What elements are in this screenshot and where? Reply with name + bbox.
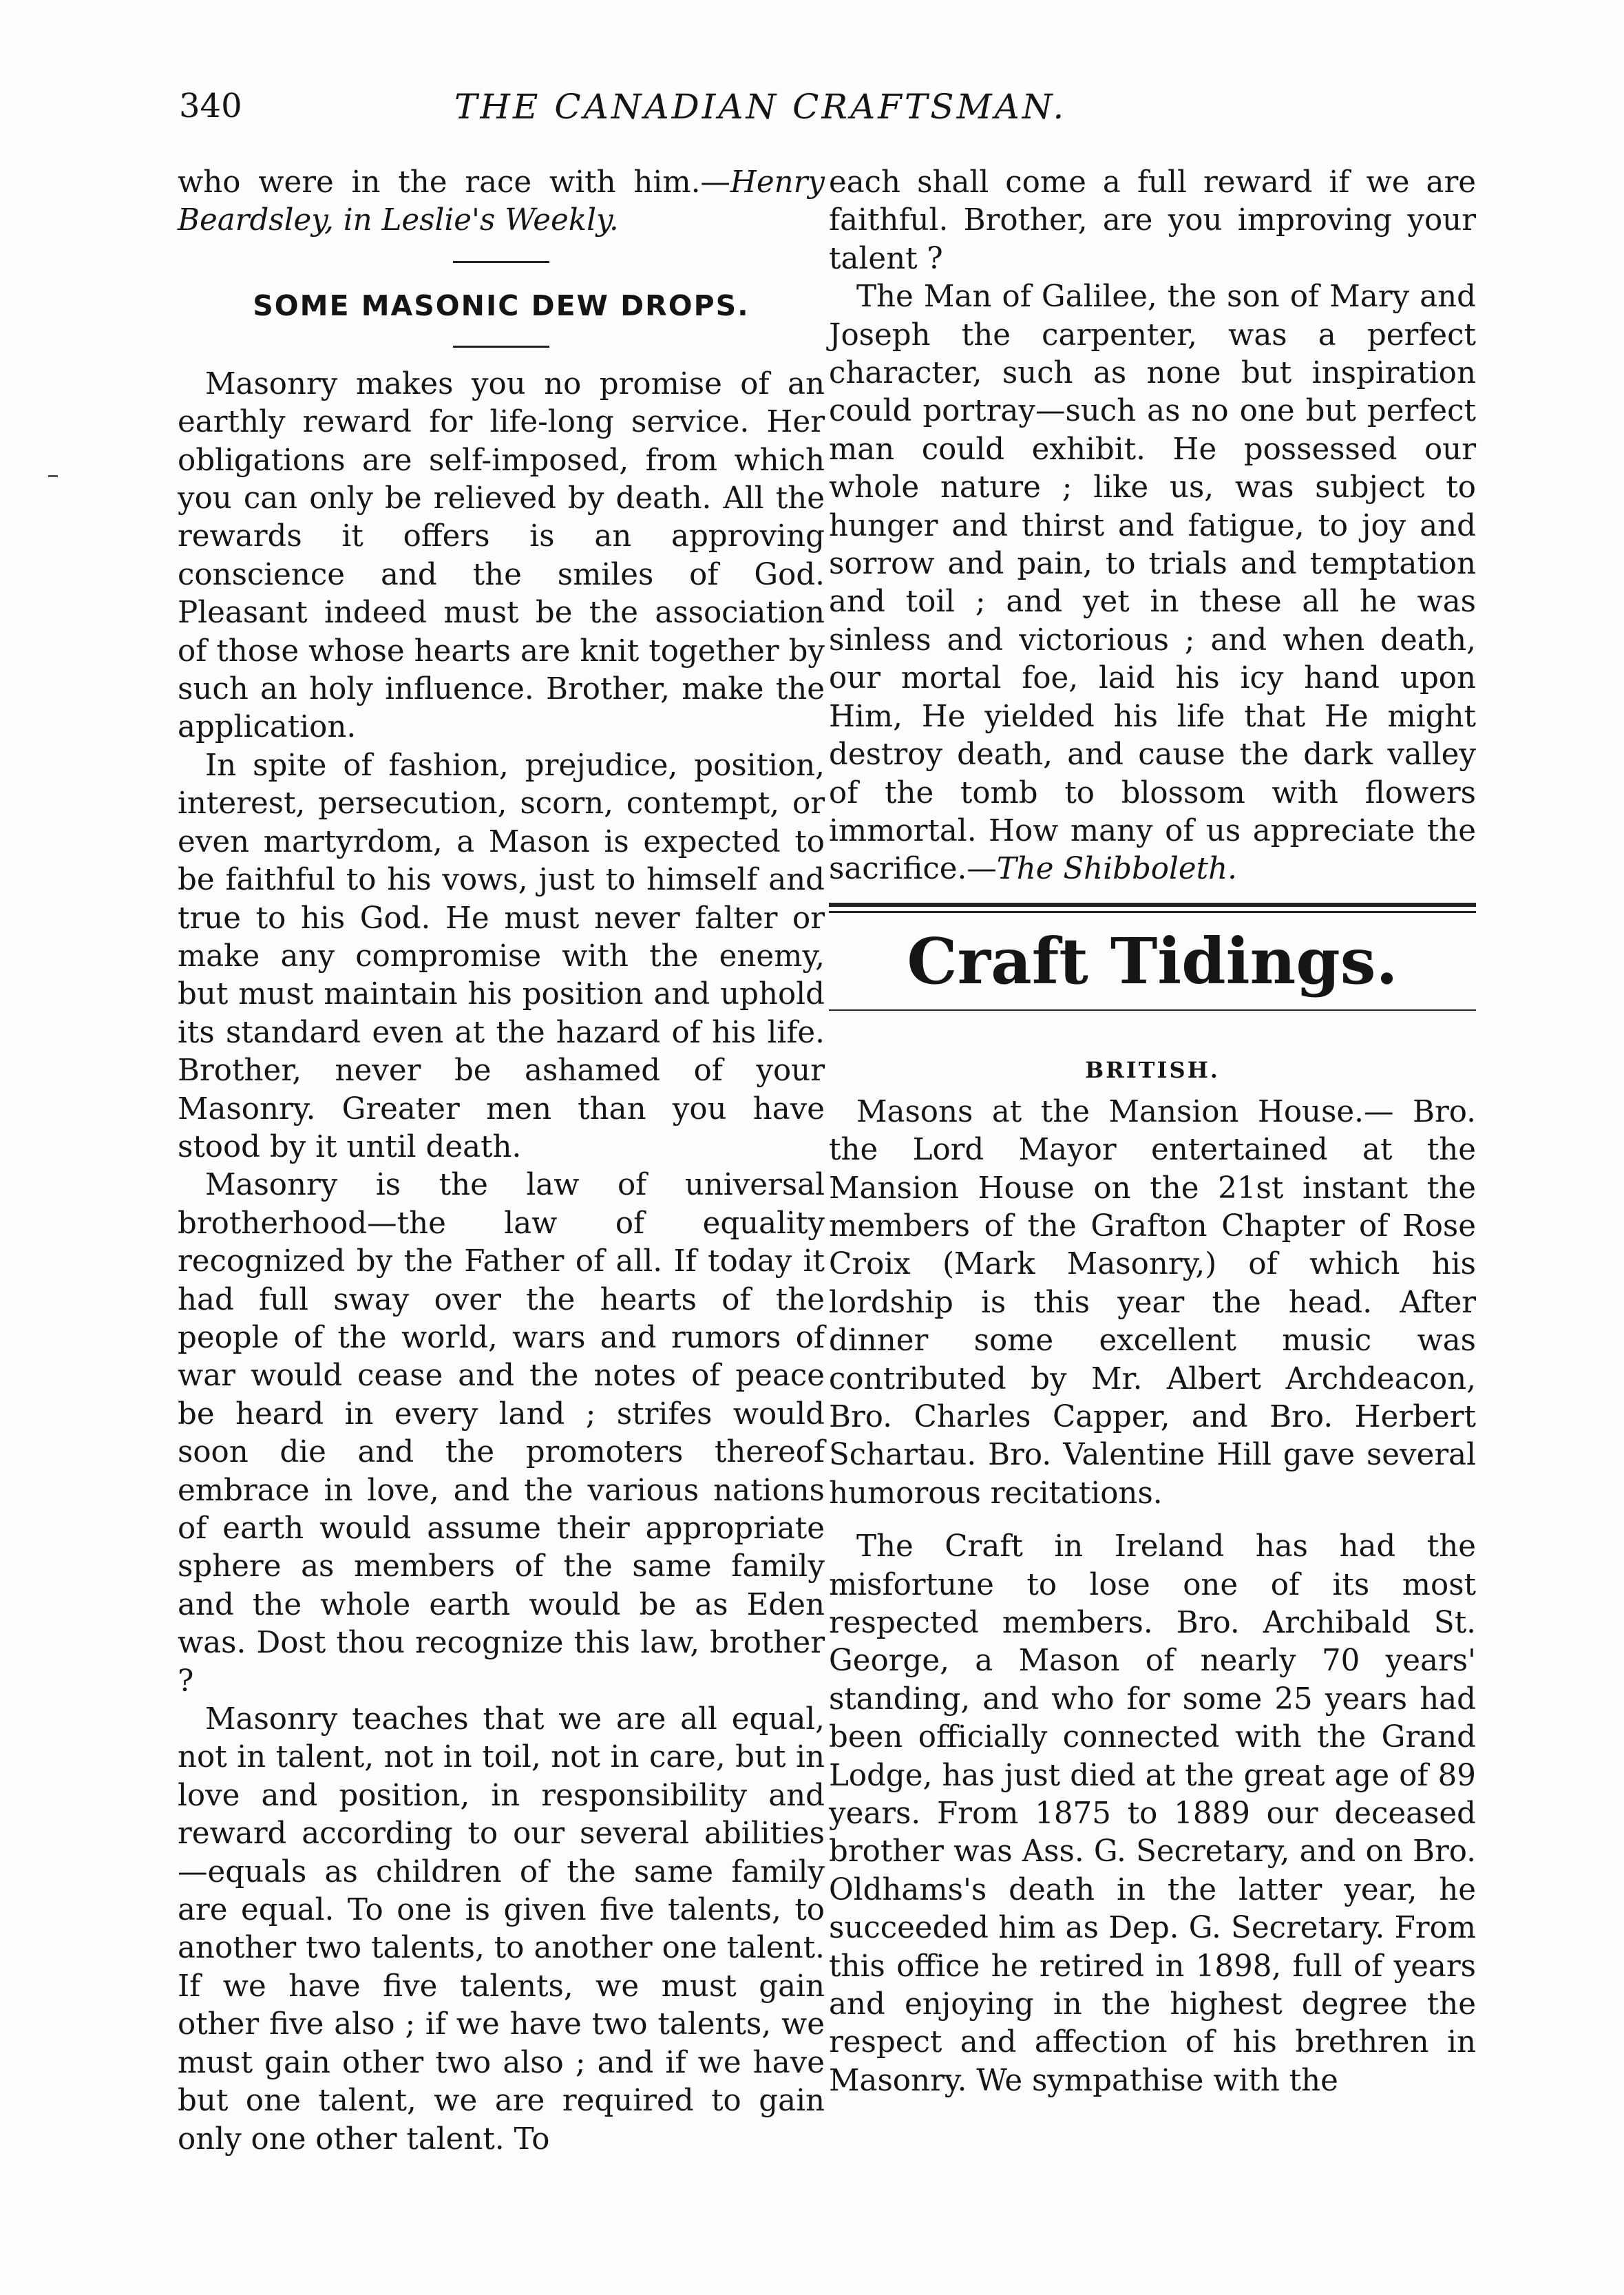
opening-author: Henry Beardsley, [178,165,825,238]
opening-in: in [333,203,382,238]
separator-rule [453,261,549,263]
paragraph: Masonry teaches that we are all equal, not in talent, not in toil, not in care, but in love and position, in responsibility and reward according to our several abilities—equals as children of the same family are equal. To one is given five talents, to another two talents, to another one talent. If we have five talents, we must gain other five also ; if we have two talents, we must gain other two also ; and if we have but one talent, we are required to gain only one other talent. To [178,1702,825,2157]
section-title: Craft Tidings. [907,923,1398,998]
galilee-paragraph [829,278,1476,889]
spacer [829,1513,1476,1528]
page-number: 340 [179,87,242,125]
galilee-text: The Man of Galilee, the son of Mary and Joseph the carpenter, was a perfect character, such as none but inspiration could portray—such as no one but perfect man could exhibit. He possessed our whole nature ; like us, was subject to hunger and thirst and fatigue, to joy and sorrow and pain, to trials and temptation and toil ; and yet in these all he was sinless and victorious ; and when death, our mortal foe, laid his icy hand upon Him, He yielded his life that He might destroy death, and cause the dark valley of the tomb to blossom with flowers immortal. How many of us appreciate the sacrifice.— [829,280,1476,887]
opening-source: Leslie's Weekly. [381,203,619,238]
galilee-source: The Shibboleth. [996,852,1237,887]
paragraph: In spite of fashion, prejudice, position, interest, persecution, scorn, contempt, or even martyrdom, a Mason is expected to be faithful to his vows, just to himself and true to his God. He must never falter or make any compromise with the enemy, but must maintain his position and uphold its standard even at the hazard of his life. Brother, never be ashamed of your Masonry. Greater men than you have stood by it until death. [178,748,825,1164]
opening-text: who were in the race with him.— [178,165,730,200]
article-heading: SOME MASONIC DEW DROPS. [253,289,750,322]
margin-mark [48,475,58,477]
continuation-paragraph: each shall come a full reward if we are faithful. Brother, are you improving your talent ? [829,165,1476,276]
paragraph: The Craft in Ireland has had the misfortune to lose one of its most respected members. Bro. Archibald St. George, a Mason of nearly 70 years' standing, and who for some 25 years had been officially connected with the Grand Lodge, has just died at the great age of 89 years. From 1875 to 1889 our deceased brother was Ass. G. Secretary, and on Bro. Oldhams's death in the latter year, he succeeded him as Dep. G. Secretary. From this office he retired in 1898, full of years and enjoying in the highest degree the respect and affection of his brethren in Masonry. We sympathise with the [829,1529,1476,2098]
left-column [178,164,825,2159]
opening-line [178,164,825,240]
paragraph: Masonry is the law of universal brotherhood—the law of equality recognized by the Father of all. If today it had full sway over the hearts of the people of the world, wars and rumors of war would cease and the notes of peace be heard in every land ; strifes would soon die and the promoters thereof embrace in love, and the various nations of earth would assume their appropriate sphere as members of the same family and the whole earth would be as Eden was. Dost thou recognize this law, brother ? [178,1168,825,1699]
paragraph: Masonry makes you no promise of an earthly reward for life-long service. Her obligations are self-imposed, from which you can only be relieved by death. All the rewards it offers is an approving conscience and the smiles of God. Pleasant indeed must be the association of those whose hearts are knit together by such an holy influence. Brother, make the application. [178,366,825,745]
paragraph: Masons at the Mansion House.— Bro. the Lord Mayor entertained at the Mansion House on the 21st instant the members of the Grafton Chapter of Rose Croix (Mark Masonry,) of which his lordship is this year the head. After dinner some excellent music was contributed by Mr. Albert Archdeacon, Bro. Charles Capper, and Bro. Herbert Schartau. Bro. Valentine Hill gave several humorous recitations. [829,1094,1476,1511]
running-header [0,81,1624,143]
separator-rule [453,346,549,348]
thin-rule [829,1009,1476,1011]
running-title: THE CANADIAN CRAFTSMAN. [454,87,1067,127]
right-column [829,164,1476,2100]
double-rule [829,903,1476,913]
subheading: BRITISH. [1085,1056,1220,1083]
